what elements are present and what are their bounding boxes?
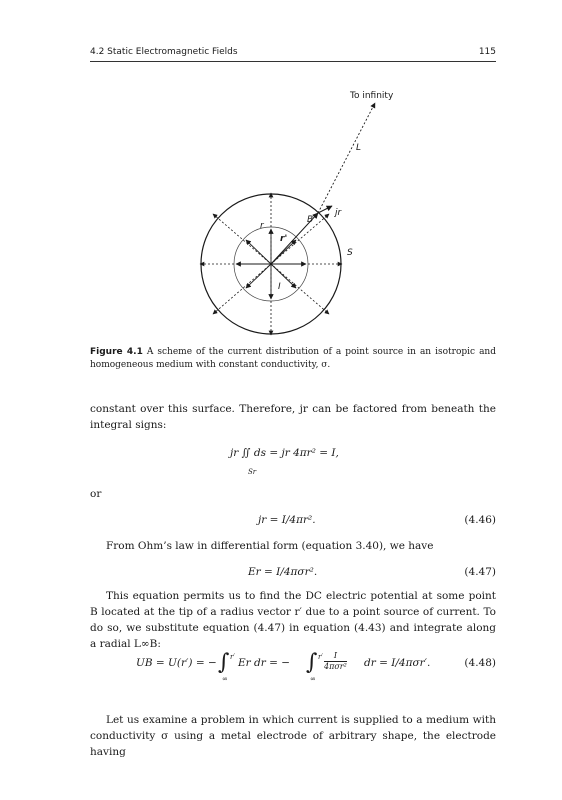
equation-4-48: [90, 650, 496, 685]
equation-4-46-number: (4.46): [464, 514, 496, 526]
equation-surface-integral: [90, 445, 496, 461]
label-b: B: [307, 215, 314, 225]
label-r-prime: r': [280, 234, 288, 244]
path-to-infinity: [318, 103, 375, 213]
integral-sign-1: ∫: [218, 650, 230, 675]
equation-4-48-rhs: dr = I/4πσr′.: [364, 657, 431, 669]
eq448-fraction: [324, 651, 347, 672]
equation-4-48-lhs: UB = U(r′) = −: [136, 657, 217, 669]
eq448-limit-lower-1: ∞: [222, 675, 228, 683]
paragraph-1: constant over this surface. Therefore, jr can be factored from beneath the integral signs:: [90, 403, 496, 431]
eq448-limit-upper-1: r′: [230, 653, 235, 661]
label-r: r: [260, 221, 264, 231]
page-number: 115: [478, 47, 496, 57]
eq448-fraction-numerator: I: [324, 651, 347, 662]
equation-surface-subscript-row: [90, 466, 496, 478]
figure-caption: [90, 346, 496, 372]
equation-surface-subscript: Sr: [248, 468, 257, 476]
caption-label: Figure 4.1: [90, 347, 143, 357]
eq448-limit-upper-2: r′: [318, 653, 323, 661]
caption-text: A scheme of the current distribution of a point source in an isotropic and homogeneous medium with constant conductivity, σ.: [90, 347, 496, 370]
label-l: L: [356, 143, 362, 153]
equation-4-47: [90, 564, 496, 580]
label-jr: jr: [335, 208, 342, 218]
word-or: or: [90, 488, 102, 500]
section-title: 4.2 Static Electromagnetic Fields: [90, 47, 238, 57]
equation-4-48-number: (4.48): [464, 657, 496, 669]
equation-4-47-number: (4.47): [464, 566, 496, 578]
equation-4-46: [90, 512, 496, 528]
equation-4-47-body: Er = I/4πσr².: [248, 566, 318, 578]
integral-sign-2: ∫: [306, 650, 318, 675]
equation-4-48-mid: Er dr = −: [238, 657, 291, 669]
label-i: I: [278, 282, 281, 292]
paragraph-3: This equation permits us to find the DC electric potential at some point B located at the tip of a radius vector r′ due to a point source of current. To do so, we substitute equation (4.47) in equation (4.43) and integrate along a radial L∞B:: [90, 590, 496, 650]
label-to-infinity: To infinity: [350, 91, 394, 101]
label-s: S: [347, 248, 353, 258]
paragraph-2: From Ohm’s law in differential form (equation 3.40), we have: [106, 540, 434, 552]
paragraph-4: Let us examine a problem in which current is supplied to a medium with conductivity σ using a metal electrode of arbitrary shape, the electrode having: [90, 714, 496, 758]
equation-surface-body: jr ∬ ds = jr 4πr² = I,: [230, 447, 339, 459]
eq448-limit-lower-2: ∞: [310, 675, 316, 683]
eq448-fraction-denominator: 4πσr²: [324, 662, 347, 671]
equation-4-46-body: jr = I/4πr².: [258, 514, 316, 526]
